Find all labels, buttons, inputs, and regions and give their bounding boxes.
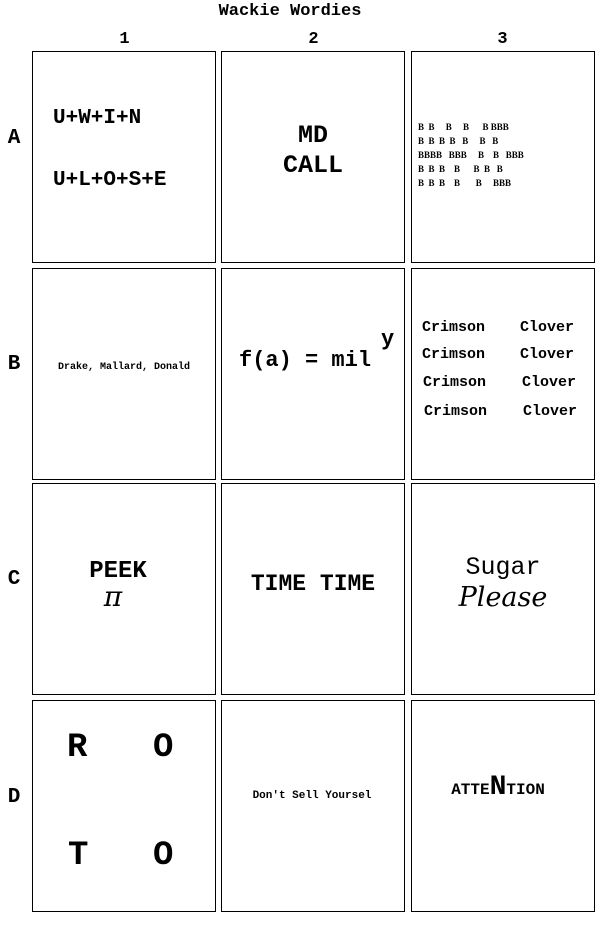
puzzle-a3-row: B B B B B B B	[418, 136, 499, 146]
column-header-1: 1	[119, 30, 130, 49]
row-header-d: D	[7, 786, 21, 809]
puzzle-b3-crimson: Crimson	[423, 374, 487, 391]
puzzle-cell-c2	[221, 483, 405, 695]
puzzle-b3-crimson: Crimson	[422, 346, 486, 363]
puzzle-d1-letter-t: T	[68, 837, 89, 875]
puzzle-b3-crimson: Crimson	[424, 403, 488, 420]
puzzle-cell-d3	[411, 700, 595, 912]
puzzle-a1-line1: U+W+I+N	[53, 107, 142, 130]
puzzle-b3-clover: Clover	[520, 346, 575, 363]
column-header-2: 2	[308, 30, 319, 49]
puzzle-d1-letter-r: R	[67, 729, 88, 767]
puzzle-c3-please: Please	[458, 582, 548, 613]
puzzle-cell-a2	[221, 51, 405, 263]
puzzle-a2-line1: MD	[297, 121, 328, 150]
puzzle-a1-line2: U+L+O+S+E	[53, 169, 167, 192]
page-title: Wackie Wordies	[218, 2, 362, 21]
puzzle-cell-c3	[411, 483, 595, 695]
puzzle-c1-word: PEEK	[89, 558, 147, 585]
puzzle-cell-b1	[32, 268, 216, 480]
puzzle-b3-clover: Clover	[522, 374, 577, 391]
column-header-3: 3	[497, 30, 508, 49]
puzzle-cell-d2	[221, 700, 405, 912]
row-header-a: A	[7, 127, 21, 150]
puzzle-a3-row: BBBB BBB B B BBB	[418, 150, 524, 160]
puzzle-d3-prefix: ATTE	[451, 780, 490, 799]
puzzle-c2-text: TIME TIME	[250, 571, 376, 597]
puzzle-b2-base: f(a) = mil	[239, 348, 372, 373]
puzzle-c3-sugar: Sugar	[465, 553, 541, 582]
puzzle-d1-letter-o: O	[153, 729, 174, 767]
puzzle-d3-word	[451, 772, 545, 803]
puzzle-a3-row: B B B B B BBB	[418, 178, 512, 188]
puzzle-cell-d1	[32, 700, 216, 912]
puzzle-a3-row: B B B B B BBB	[418, 122, 509, 132]
puzzle-b1-text: Drake, Mallard, Donald	[57, 361, 191, 373]
row-header-b: B	[7, 353, 21, 376]
puzzle-b3-crimson: Crimson	[422, 319, 486, 336]
puzzle-b2-superscript: y	[381, 327, 395, 352]
puzzle-d1-letter-o: O	[153, 837, 174, 875]
puzzle-a3-row: B B B B B B B	[418, 164, 503, 174]
puzzle-cell-b3	[411, 268, 595, 480]
puzzle-cell-a3	[411, 51, 595, 263]
pi-symbol: π	[103, 580, 123, 613]
puzzle-cell-b2	[221, 268, 405, 480]
row-header-c: C	[7, 568, 21, 591]
puzzle-cell-c1	[32, 483, 216, 695]
puzzle-b3-clover: Clover	[523, 403, 578, 420]
puzzle-cell-a1	[32, 51, 216, 263]
puzzle-d2-text: Don't Sell Yoursel	[252, 790, 372, 802]
puzzle-a2-line2: CALL	[282, 151, 343, 180]
puzzle-d3-big-letter: N	[489, 771, 507, 803]
puzzle-b3-clover: Clover	[520, 319, 575, 336]
puzzle-d3-suffix: TION	[506, 780, 545, 799]
